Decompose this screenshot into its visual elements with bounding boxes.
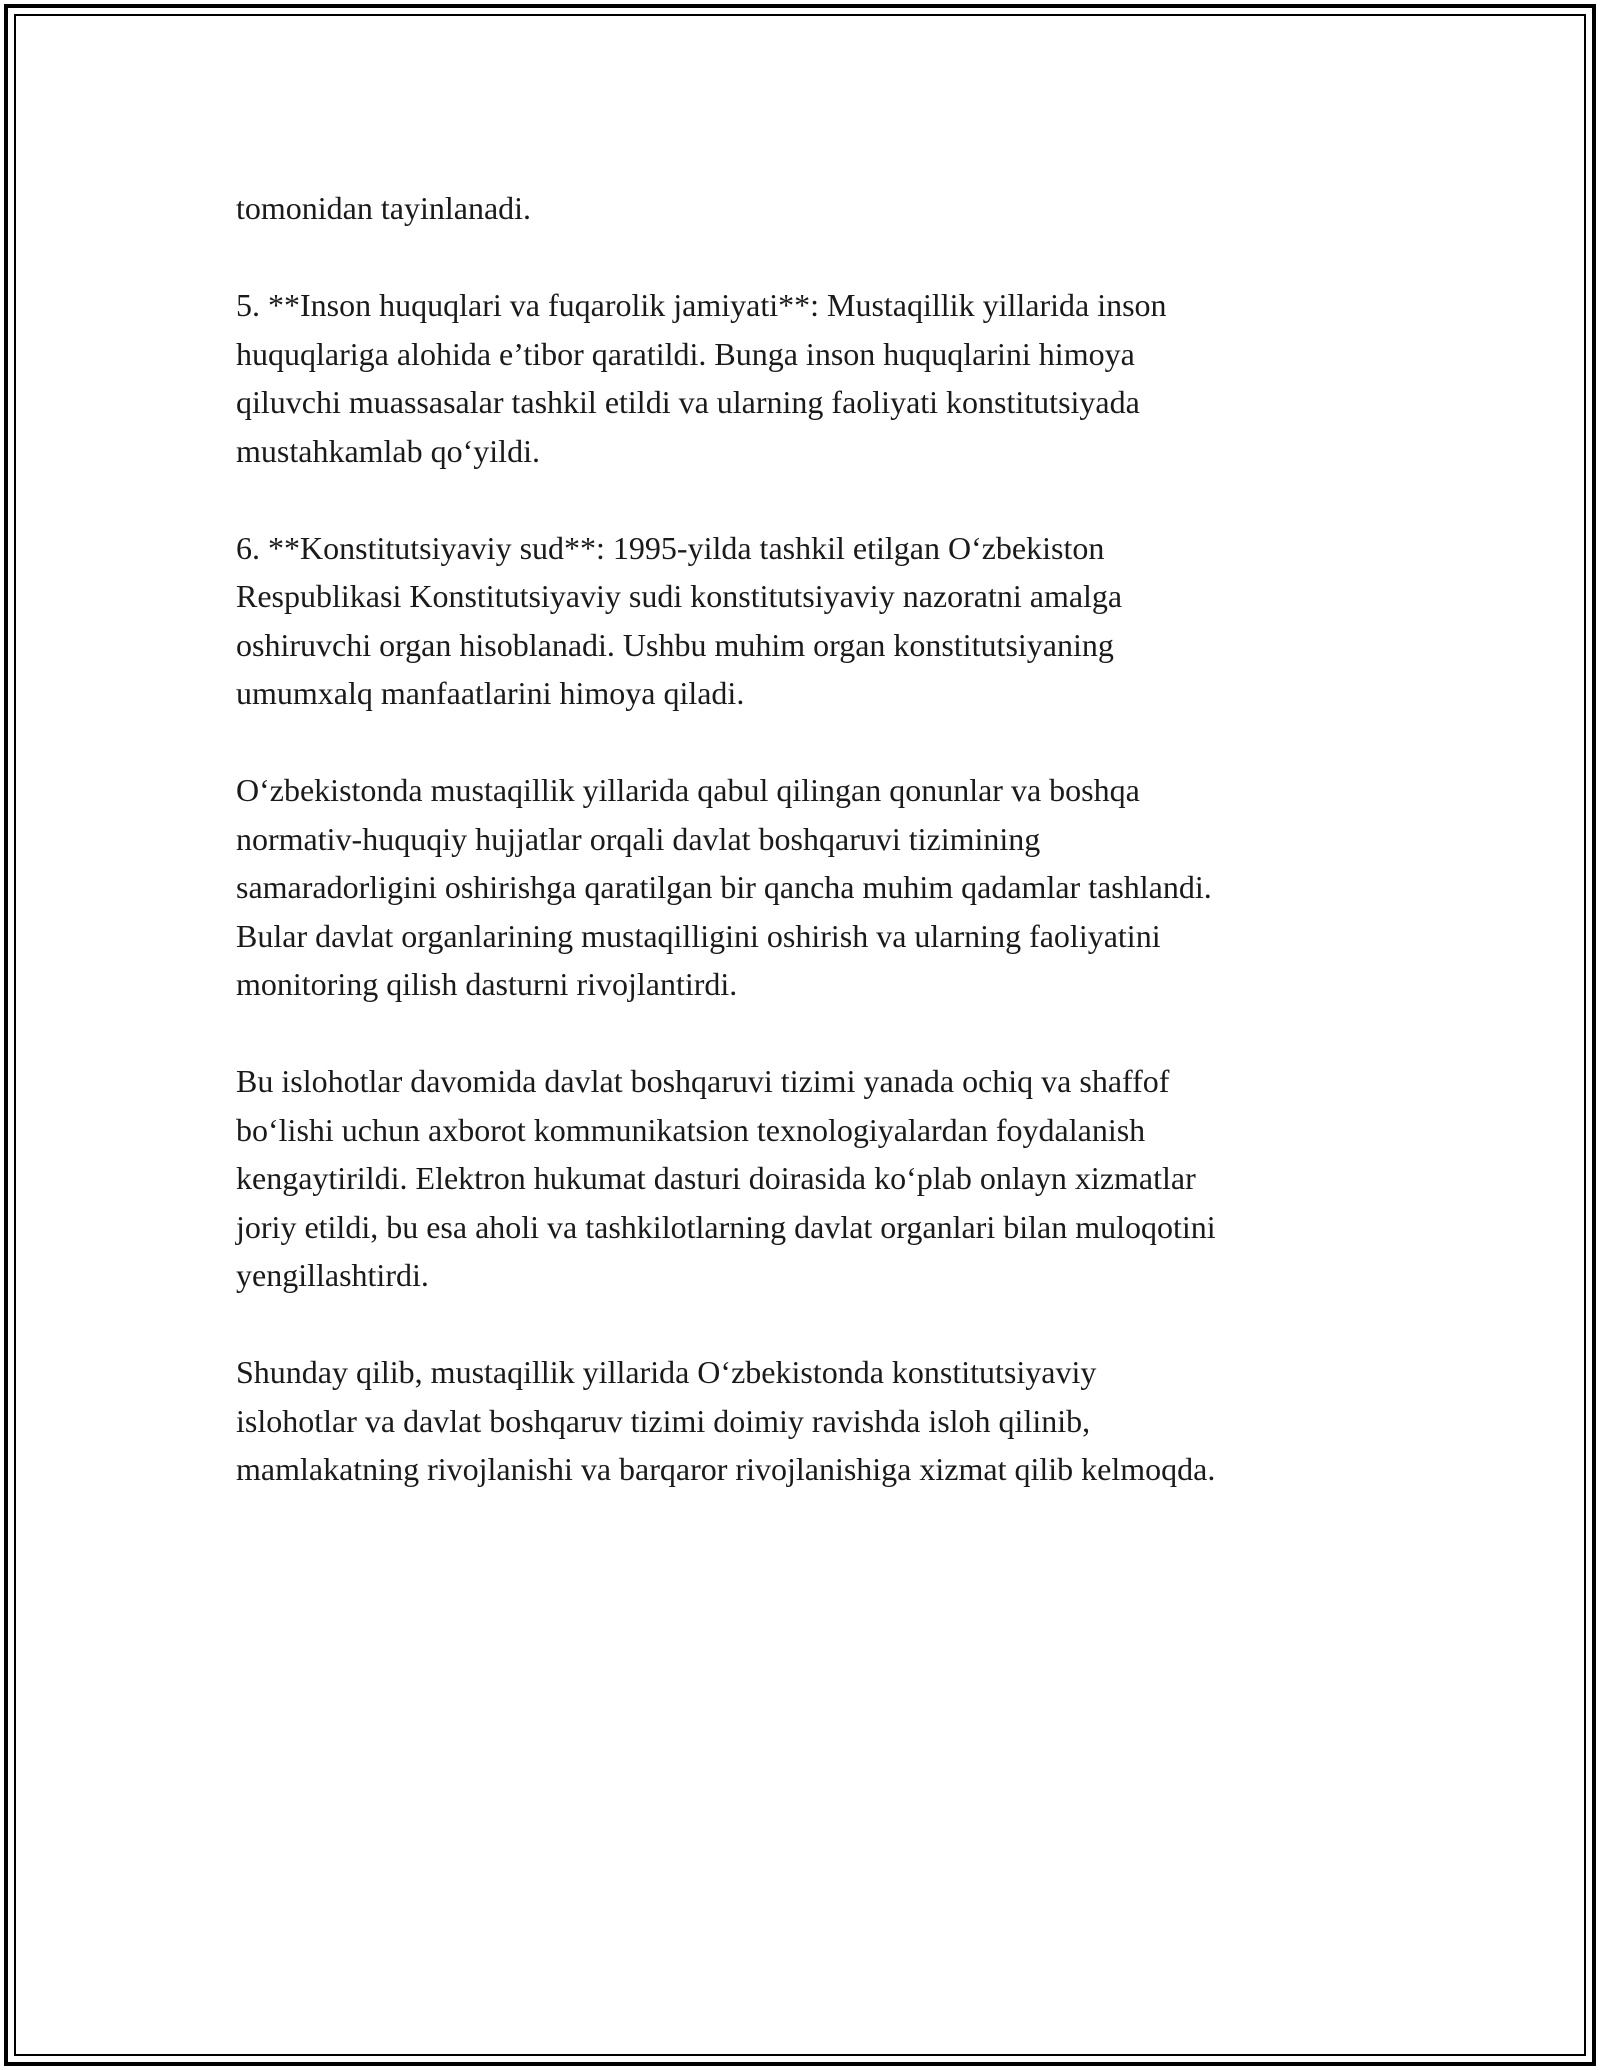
paragraph-laws-and-regulations: O‘zbekistonda mustaqillik yillarida qabul qilingan qonunlar va boshqa normativ-huquqiy hujjatlar orqali davlat boshqaruvi tizimining samaradorligini oshirishga qaratilgan bir qancha muhim qadamlar tashlandi. Bular davlat organlarining mustaqilligini oshirish va ularning faoliyatini monitoring qilish dasturni rivojlantirdi.	[236, 772, 1212, 1002]
paragraph-constitutional-court: 6. **Konstitutsiyaviy sud**: 1995-yilda tashkil etilgan O‘zbekiston Respublikasi Konstitutsiyaviy sudi konstitutsiyaviy nazoratni amalga oshiruvchi organ hisoblanadi. Ushbu muhim organ konstitutsiyaning umumxalq manfaatlarini himoya qiladi.	[236, 529, 1123, 711]
document-body	[236, 184, 1376, 1494]
paragraph-continuation: tomonidan tayinlanadi.	[236, 190, 532, 226]
paragraph-human-rights: 5. **Inson huquqlari va fuqarolik jamiyati**: Mustaqillik yillarida inson huquqlariga alohida e’tibor qaratildi. Bunga inson huquqlarini himoya qiluvchi muassasalar tashkil etildi va ularning faoliyati konstitutsiyada mustahkamlab qo‘yildi.	[236, 287, 1167, 469]
paragraph-conclusion: Shunday qilib, mustaqillik yillarida O‘zbekistonda konstitutsiyaviy islohotlar va davlat boshqaruv tizimi doimiy ravishda isloh qilinib, mamlakatning rivojlanishi va barqaror rivojlanishiga xizmat qilib kelmoqda.	[236, 1354, 1216, 1487]
paragraph-e-government: Bu islohotlar davomida davlat boshqaruvi tizimi yanada ochiq va shaffof bo‘lishi uchun axborot kommunikatsion texnologiyalardan foydalanish kengaytirildi. Elektron hukumat dasturi doirasida ko‘plab onlayn xizmatlar joriy etildi, bu esa aholi va tashkilotlarning davlat organlari bilan muloqotini yengillashtirdi.	[236, 1063, 1216, 1293]
